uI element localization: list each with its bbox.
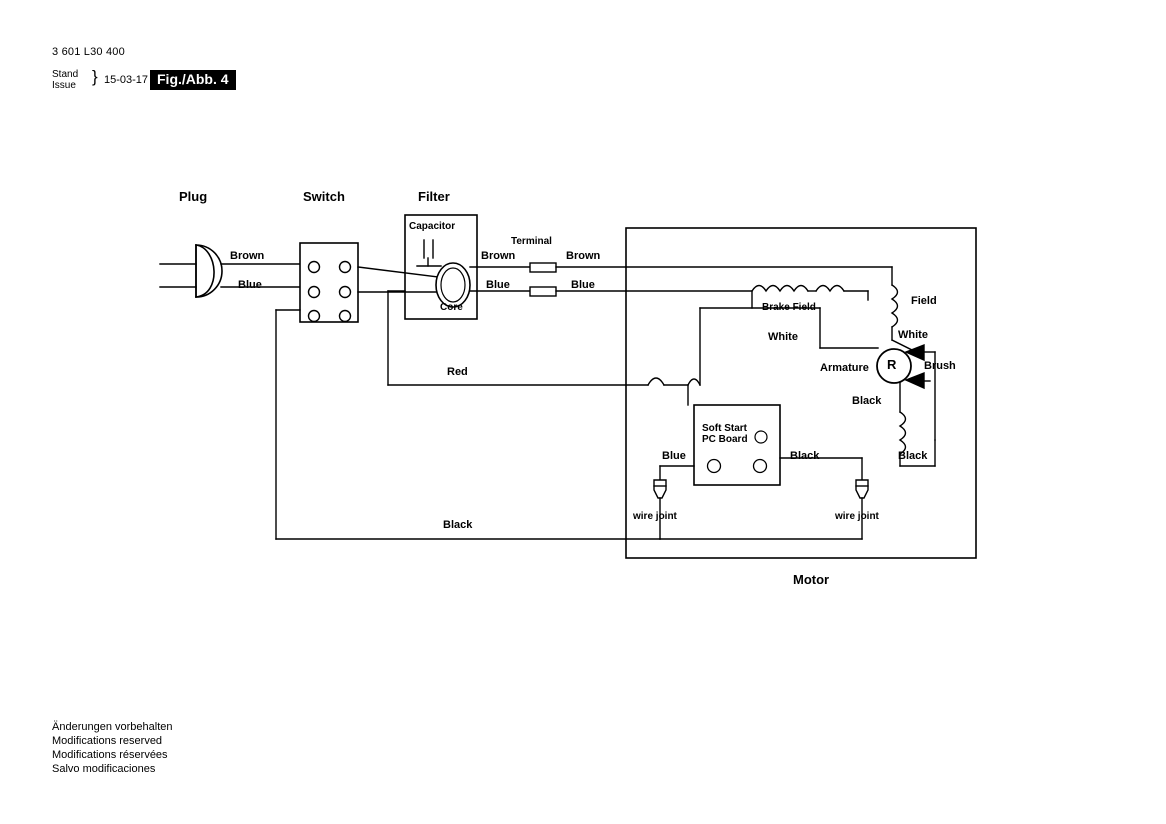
core-label: Core <box>440 302 463 313</box>
revision-date: 15-03-17 <box>104 74 149 86</box>
black-armature-label: Black <box>852 395 882 407</box>
wire-joint-left-label: wire joint <box>633 511 677 522</box>
armature-label: Armature <box>820 362 869 374</box>
armature-symbol: R <box>887 357 897 372</box>
black-bottom-label: Black <box>443 519 473 531</box>
issue-label: Issue <box>52 80 76 91</box>
footer-line-en: Modifications reserved <box>52 735 163 747</box>
footer-disclaimer <box>52 720 172 776</box>
red-wire-label: Red <box>447 366 468 378</box>
brace-glyph: } <box>92 67 98 86</box>
footer-line-es: Salvo modificaciones <box>52 763 156 775</box>
capacitor-label: Capacitor <box>409 221 456 232</box>
soft-start-line-1: Soft Start <box>702 423 747 434</box>
black-field-label: Black <box>898 450 928 462</box>
terminal-label: Terminal <box>511 236 552 247</box>
field-label: Field <box>911 295 937 307</box>
brown-plug-label: Brown <box>230 250 265 262</box>
blue-terminal-label: Blue <box>571 279 595 291</box>
white-motor-label: White <box>768 331 798 343</box>
blue-plug-label: Blue <box>238 279 262 291</box>
document-number: 3 601 L30 400 <box>52 46 125 58</box>
soft-start-pc-board-label <box>702 423 748 445</box>
footer-line-fr: Modifications réservées <box>52 749 168 761</box>
black-pcb-label: Black <box>790 450 820 462</box>
switch-title: Switch <box>303 189 345 204</box>
white-brush-label: White <box>898 329 928 341</box>
brown-terminal-label: Brown <box>566 250 601 262</box>
stand-label: Stand <box>52 69 79 80</box>
brown-filter-label: Brown <box>481 250 516 262</box>
footer-line-de: Änderungen vorbehalten <box>52 721 173 733</box>
motor-title: Motor <box>793 572 830 587</box>
brake-field-label: Brake Field <box>762 302 816 313</box>
blue-pcb-label: Blue <box>662 450 686 462</box>
soft-start-line-2: PC Board <box>702 434 748 445</box>
plug-title: Plug <box>179 189 208 204</box>
figure-badge: Fig./Abb. 4 <box>150 70 236 90</box>
filter-title: Filter <box>418 189 450 204</box>
blue-filter-label: Blue <box>486 279 510 291</box>
brush-label: Brush <box>924 360 956 372</box>
wire-joint-right-label: wire joint <box>835 511 879 522</box>
